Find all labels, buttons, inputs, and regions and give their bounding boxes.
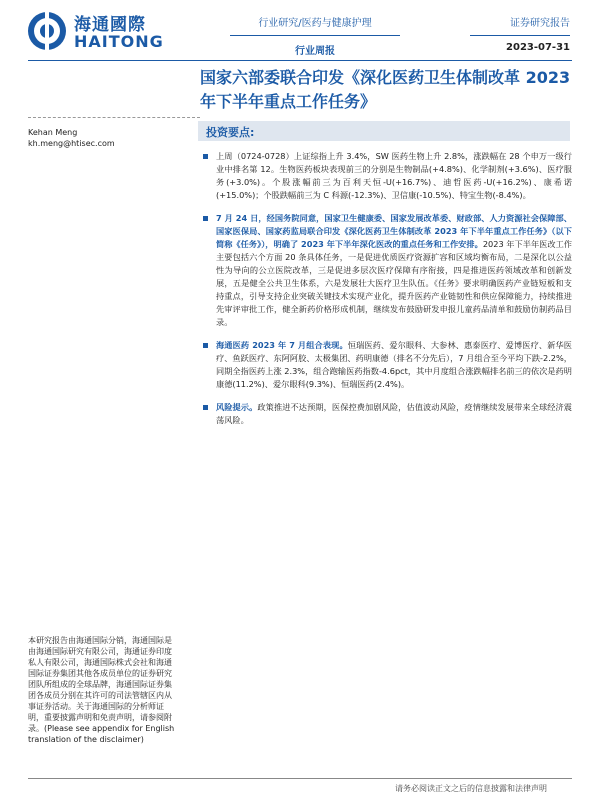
author-divider — [28, 117, 200, 118]
summary-content — [200, 150, 572, 437]
header-divider — [28, 60, 572, 61]
author-email[interactable]: kh.meng@htisec.com — [28, 139, 115, 148]
section-title: 投资要点: — [206, 126, 255, 139]
header-category: 行业研究/医药与健康护理 — [230, 14, 400, 36]
logo-chinese-text: 海通國際 — [74, 15, 146, 35]
paragraph-text: 2023 年下半年医改工作主要包括六个方面 20 条具体任务，一是促进优质医疗资源扩容和区域均衡布局，二是深化以公益性为导向的公立医院改革，三是促进多层次医疗保障有序衔接，四是推进医药领域改革和创新发展，五是健全公共卫生体系，六是发展壮大医疗卫生队伍。《任务》要求明确医药产业链短板和支持重点，引导支持企业突破关键技术实现产业化，提升医药产业链韧性和供应保障能力，持续推进先审评审批工作，健全新药价格形成机制，继续发布鼓励研发申报儿童药品清单和鼓励仿制药品目录。 — [216, 239, 572, 327]
footer-notice: 请务必阅读正文之后的信息披露和法律声明 — [395, 784, 547, 793]
section-header — [198, 121, 570, 141]
bullet-icon — [203, 154, 208, 159]
haitong-logo-icon — [28, 12, 66, 50]
bullet-icon — [203, 405, 208, 410]
bullet-icon — [203, 343, 208, 348]
paragraph-text: 政策推进不达预期，医保控费加剧风险，估值波动风险，疫情继续发展带来全球经济震荡风险。 — [216, 402, 572, 425]
author-name: Kehan Meng — [28, 128, 78, 137]
summary-paragraph-policy — [200, 212, 572, 329]
summary-paragraph-risk — [200, 401, 572, 427]
paragraph-lead: 7 月 24 日，经国务院同意，国家卫生健康委、国家发展改革委、财政部、人力资源社会保障部、国家医保局、国家药监局联合印发《深化医药卫生体制改革 2023 年下半年重点工作任务》（以下简称《任务》），明确了 2023 年下半年深化医改的重点任务和工作安排。 — [216, 213, 572, 249]
paragraph-lead: 海通医药 2023 年 7 月组合表现。 — [216, 340, 348, 350]
report-title: 国家六部委联合印发《深化医药卫生体制改革 2023 年下半年重点工作任务》 — [200, 68, 571, 111]
header-report-kind: 行业周报 — [295, 46, 335, 57]
bullet-icon — [203, 216, 208, 221]
footer-divider — [28, 778, 572, 779]
header-date: 2023-07-31 — [506, 42, 570, 53]
author-block — [28, 127, 115, 149]
summary-paragraph-market — [200, 150, 572, 202]
paragraph-lead: 风险提示。 — [216, 402, 258, 412]
disclaimer-note: 本研究报告由海通国际分销，海通国际是由海通国际研究有限公司，海通证券印度私人有限公司，海通国际株式会社和海通国际证券集团其他各成员单位的证券研究团队所组成的全球品牌，海通国际证券集团各成员分别在其许可的司法管辖区内从事证券活动。关于海通国际的分析师证明，重要披露声明和免责声明，请参阅附录。(Please see appendix for English translation of the disclaimer) — [28, 636, 175, 744]
haitong-logo — [28, 10, 188, 52]
logo-english-text: HAITONG — [74, 32, 164, 51]
header-report-info — [470, 14, 570, 53]
summary-paragraph-portfolio — [200, 339, 572, 391]
header-report-type: 证券研究报告 — [470, 14, 570, 36]
paragraph-text: 恒瑞医药、爱尔眼科、大参林、惠泰医疗、爱博医疗、新华医疗、鱼跃医疗、东阿阿胶、太极集团、药明康德（排名不分先后），7 月组合至今平均下跌-2.2%，同期全指医药上涨 2.3%，组合跑输医药指数-4.6pct，其中月度组合涨跌幅排名前三的依次是药明康德(11.2%)、爱尔眼科(9.3%)、恒瑞医药(2.4%)。 — [216, 340, 572, 389]
header-category-block — [230, 14, 400, 57]
paragraph-text: 上周（0724-0728）上证综指上升 3.4%，SW 医药生物上升 2.8%，涨跌幅在 28 个申万一级行业中排名第 12。生物医药板块表现前三的分别是生物制品(+4.8%)、化学制剂(+3.6%)、医疗服务(+3.0%)。个股涨幅前三为百利天恒-U(+16.7%)、迪哲医药-U(+16.2%)、康希诺(+15.0%)；个股跌幅前三为 C 科源(-12.3%)、卫信康(-10.5%)、特宝生物(-8.4%)。 — [216, 151, 572, 200]
